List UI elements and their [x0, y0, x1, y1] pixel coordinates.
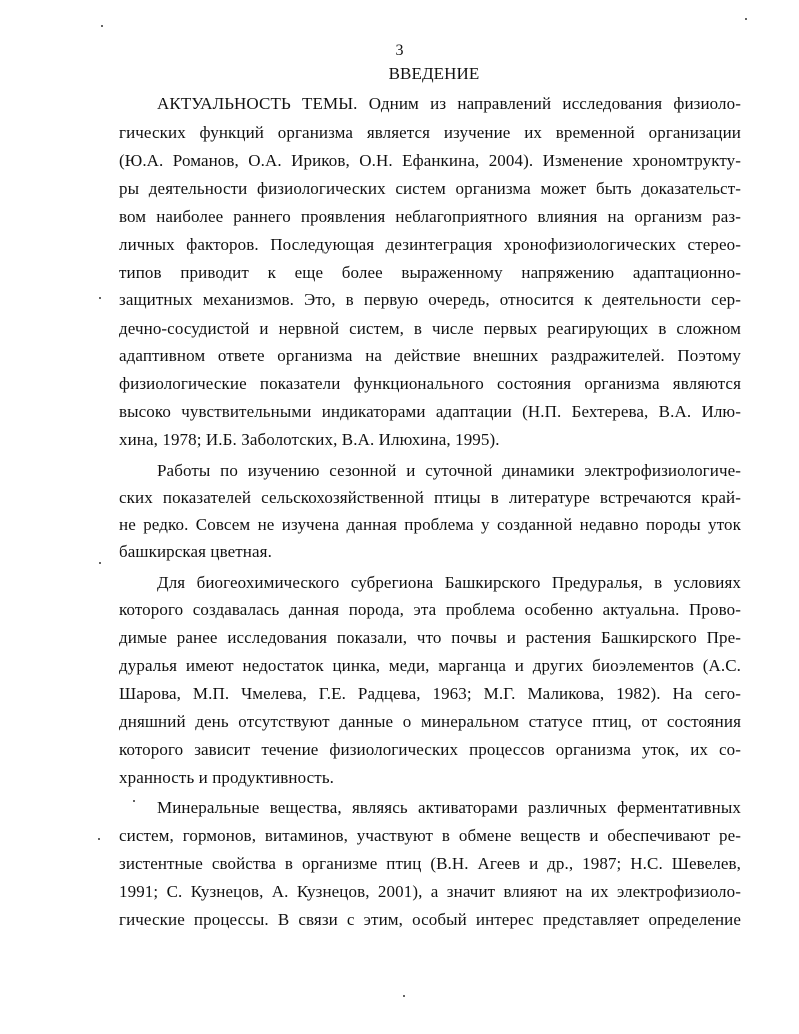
scan-speck: [745, 18, 747, 20]
scan-speck: [99, 562, 101, 564]
text-line: Работы по изучению сезонной и суточной динамики электрофизиологиче-: [157, 461, 741, 480]
text-line: высоко чувствительными индикаторами адаптации (Н.П. Бехтерева, В.А. Илю-: [119, 402, 741, 421]
text-line: которого зависит течение физиологических процессов организма уток, их со-: [119, 740, 741, 759]
section-heading: ВВЕДЕНИЕ: [388, 64, 480, 83]
text-line: ры деятельности физиологических систем организма может быть доказательст-: [119, 179, 741, 198]
text-line: Для биогеохимического субрегиона Башкирского Предуралья, в условиях: [157, 573, 741, 592]
page-number: 3: [395, 42, 404, 59]
text-line: не редко. Совсем не изучена данная проблема у созданной недавно породы уток: [119, 515, 741, 534]
text-line: дняшний день отсутствуют данные о минеральном статусе птиц, от состояния: [119, 712, 741, 731]
text-line: дуралья имеют недостаток цинка, меди, марганца и других биоэлементов (А.С.: [119, 656, 741, 675]
text-line: АКТУАЛЬНОСТЬ ТЕМЫ. Одним из направлений исследования физиоло-: [157, 94, 741, 113]
scan-speck: [403, 995, 405, 997]
scan-speck: [101, 25, 103, 27]
text-line: гических функций организма является изучение их временной организации: [119, 123, 741, 142]
text-line: зистентные свойства в организме птиц (В.Н. Агеев и др., 1987; Н.С. Шевелев,: [119, 854, 741, 873]
text-line: систем, гормонов, витаминов, участвуют в обмене веществ и обеспечивают ре-: [119, 826, 741, 845]
text-line: хранность и продуктивность.: [119, 768, 335, 787]
scan-speck: [133, 800, 135, 802]
text-line: которого создавалась данная порода, эта проблема особенно актуальна. Прово-: [119, 600, 741, 619]
text-line: Минеральные вещества, являясь активаторами различных ферментативных: [157, 798, 741, 817]
text-line: хина, 1978; И.Б. Заболотских, В.А. Илюхина, 1995).: [119, 430, 500, 449]
text-line: типов приводит к еще более выраженному напряжению адаптационно-: [119, 263, 741, 282]
text-line: (Ю.А. Романов, О.А. Ириков, О.Н. Ефанкина, 2004). Изменение хрономтрукту-: [119, 151, 741, 170]
text-line: Шарова, М.П. Чмелева, Г.Е. Радцева, 1963; М.Г. Маликова, 1982). На сего-: [119, 684, 741, 703]
text-line: димые ранее исследования показали, что почвы и растения Башкирского Пре-: [119, 628, 741, 647]
text-line: гические процессы. В связи с этим, особый интерес представляет определение: [119, 910, 741, 929]
text-line: физиологические показатели функционального состояния организма являются: [119, 374, 741, 393]
text-line: дечно-сосудистой и нервной систем, в числе первых реагирующих в сложном: [119, 319, 741, 338]
text-line: 1991; С. Кузнецов, А. Кузнецов, 2001), а значит влияют на их электрофизиоло-: [119, 882, 741, 901]
scan-speck: [99, 297, 101, 299]
text-line: башкирская цветная.: [119, 542, 272, 561]
text-line: личных факторов. Последующая дезинтеграция хронофизиологических стерео-: [119, 235, 741, 254]
text-line: вом наиболее раннего проявления неблагоприятного влияния на организм раз-: [119, 207, 741, 226]
scan-speck: [98, 838, 100, 840]
text-line: адаптивном ответе организма на действие внешних раздражителей. Поэтому: [119, 346, 741, 365]
text-line: ских показателей сельскохозяйственной птицы в литературе встречаются край-: [119, 488, 741, 507]
text-line: защитных механизмов. Это, в первую очередь, относится к деятельности сер-: [119, 290, 741, 309]
